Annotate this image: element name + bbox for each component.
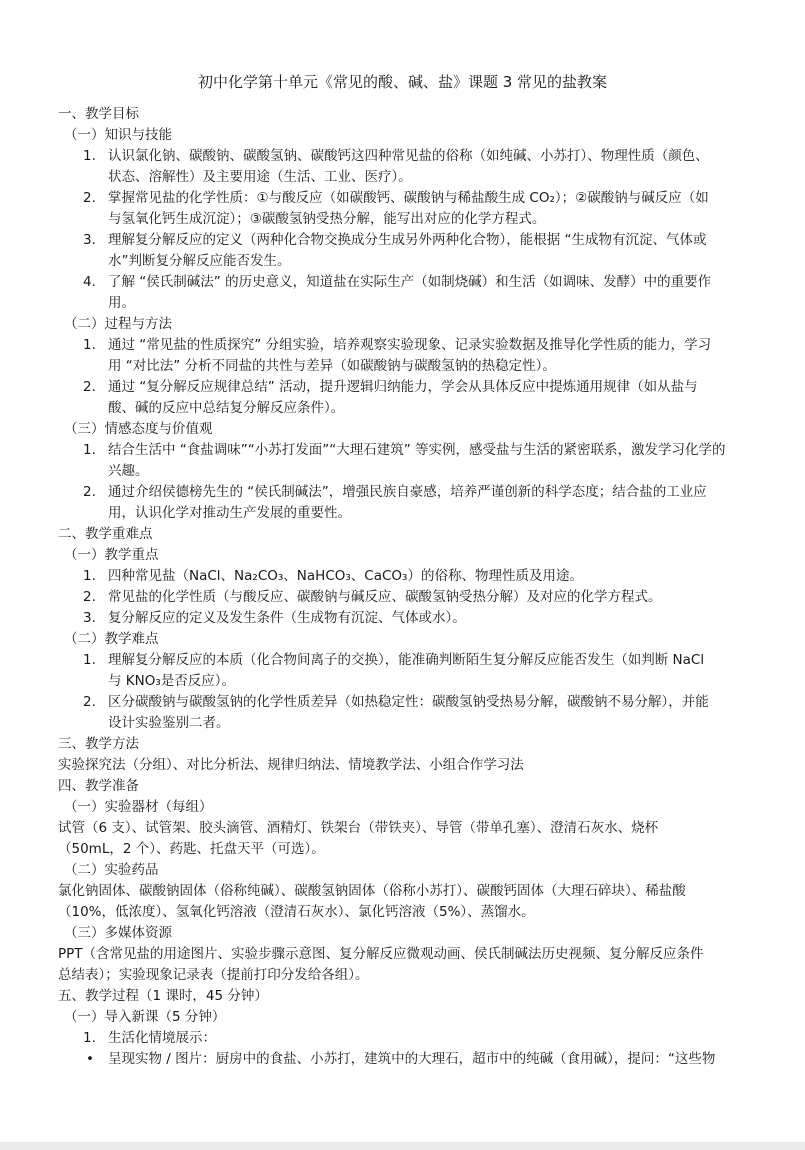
line-text: （一）教学重点 (64, 547, 159, 563)
list-number: 1. (83, 652, 96, 668)
line-text: 呈现实物 / 图片：厨房中的食盐、小苏打，建筑中的大理石，超市中的纯碱（食用碱），提问：“这些物 (108, 1051, 716, 1067)
section-line (58, 755, 754, 776)
line-text: （一）导入新课（5 分钟） (64, 1009, 226, 1025)
subsection-heading (58, 629, 754, 650)
list-item (58, 587, 754, 608)
line-text: 酸、碱的反应中总结复分解反应条件）。 (108, 400, 345, 416)
line-text: 理解复分解反应的本质（化合物间离子的交换），能准确判断陌生复分解反应能否发生（如判断 NaCl (108, 652, 705, 668)
list-item-continuation (58, 251, 754, 272)
list-number: 1. (83, 568, 96, 584)
list-item (58, 188, 754, 209)
list-number: 1. (83, 148, 96, 164)
list-number: 1. (83, 337, 96, 353)
list-item-continuation (58, 209, 754, 230)
line-text: 通过介绍侯德榜先生的 “侯氏制碱法”，增强民族自豪感，培养严谨创新的科学态度；结合盐的工业应 (108, 484, 707, 500)
list-number: 1. (83, 1030, 96, 1046)
list-item (58, 272, 754, 293)
line-text: 结合生活中 “食盐调味”“小苏打发面”“大理石建筑” 等实例，感受盐与生活的紧密联系，激发学习化学的 (108, 442, 726, 458)
list-item-continuation (58, 398, 754, 419)
line-text: 五、教学过程（1 课时，45 分钟） (58, 988, 268, 1004)
list-item (58, 650, 754, 671)
section-line (58, 902, 754, 923)
list-item (58, 482, 754, 503)
page-bottom-band (0, 1142, 805, 1150)
list-number: 4. (83, 274, 96, 290)
line-text: （10%，低浓度）、氢氧化钙溶液（澄清石灰水）、氯化钙溶液（5%）、蒸馏水。 (58, 904, 535, 920)
list-number: 2. (83, 694, 96, 710)
line-text: 水”判断复分解反应能否发生。 (108, 253, 291, 269)
line-text: 用 “对比法” 分析不同盐的共性与差异（如碳酸钠与碳酸氢钠的热稳定性）。 (108, 358, 556, 374)
line-text: 二、教学重难点 (58, 526, 153, 542)
line-text: 掌握常见盐的化学性质：①与酸反应（如碳酸钙、碳酸钠与稀盐酸生成 CO₂）；②碳酸钠与碱反应（如 (108, 190, 709, 206)
list-number: 2. (83, 484, 96, 500)
list-number: 1. (83, 442, 96, 458)
list-item (58, 608, 754, 629)
line-text: 用，认识化学对推动生产发展的重要性。 (108, 505, 351, 521)
line-text: 用。 (108, 295, 135, 311)
line-text: 兴趣。 (108, 463, 149, 479)
line-text: PPT（含常见盐的用途图片、实验步骤示意图、复分解反应微观动画、侯氏制碱法历史视频、复分解反应条件 (58, 946, 704, 962)
subsection-heading (58, 419, 754, 440)
line-text: 通过 “复分解反应规律总结” 活动，提升逻辑归纳能力，学会从具体反应中提炼通用规律（如从盐与 (108, 379, 698, 395)
line-text: 总结表）；实验现象记录表（提前打印分发给各组）。 (58, 967, 369, 983)
line-text: 三、教学方法 (58, 736, 139, 752)
document-title: 初中化学第十单元《常见的酸、碱、盐》课题 3 常见的盐教案 (197, 73, 608, 91)
list-item-continuation (58, 293, 754, 314)
list-item-continuation (58, 461, 754, 482)
subsection-heading (58, 923, 754, 944)
subsection-heading (58, 860, 754, 881)
section-line (58, 524, 754, 545)
section-line (58, 776, 754, 797)
list-item-continuation (58, 503, 754, 524)
subsection-heading (58, 1007, 754, 1028)
line-text: 试管（6 支）、试管架、胶头滴管、酒精灯、铁架台（带铁夹）、导管（带单孔塞）、澄清石灰水、烧杯 (58, 820, 659, 836)
list-item (58, 440, 754, 461)
list-number: 3. (83, 610, 96, 626)
subsection-heading (58, 125, 754, 146)
line-text: 区分碳酸钠与碳酸氢钠的化学性质差异（如热稳定性：碳酸氢钠受热易分解，碳酸钠不易分解），并能 (108, 694, 709, 710)
line-text: 通过 “常见盐的性质探究” 分组实验，培养观察实验现象、记录实验数据及推导化学性质的能力，学习 (108, 337, 712, 353)
list-item (58, 230, 754, 251)
list-item-continuation (58, 167, 754, 188)
section-line (58, 965, 754, 986)
list-item-continuation (58, 356, 754, 377)
line-text: （二）教学难点 (64, 631, 159, 647)
list-number: 3. (83, 232, 96, 248)
line-text: （二）实验药品 (64, 862, 159, 878)
line-text: （二）过程与方法 (64, 316, 172, 332)
section-line (58, 986, 754, 1007)
line-text: 复分解反应的定义及发生条件（生成物有沉淀、气体或水）。 (108, 610, 466, 626)
subsection-heading (58, 797, 754, 818)
line-text: （三）情感态度与价值观 (64, 421, 213, 437)
list-item (58, 335, 754, 356)
line-text: （三）多媒体资源 (64, 925, 172, 941)
line-text: （一）实验器材（每组） (64, 799, 213, 815)
bullet-dot-icon: • (86, 1051, 94, 1067)
list-number: 2. (83, 589, 96, 605)
section-line (58, 104, 754, 125)
list-item-continuation (58, 671, 754, 692)
section-line (58, 734, 754, 755)
line-text: 与 KNO₃是否反应）。 (108, 673, 236, 689)
line-text: 实验探究法（分组）、对比分析法、规律归纳法、情境教学法、小组合作学习法 (58, 757, 524, 773)
line-text: 四、教学准备 (58, 778, 139, 794)
line-text: 一、教学目标 (58, 106, 139, 122)
line-text: 理解复分解反应的定义（两种化合物交换成分生成另外两种化合物），能根据 “生成物有沉淀、气体或 (108, 232, 707, 248)
line-text: 生活化情境展示： (108, 1030, 216, 1046)
document-body (58, 104, 754, 1070)
bullet-item (58, 1049, 754, 1070)
line-text: （一）知识与技能 (64, 127, 172, 143)
list-number: 2. (83, 379, 96, 395)
list-item (58, 146, 754, 167)
list-number: 2. (83, 190, 96, 206)
section-line (58, 839, 754, 860)
list-item (58, 1028, 754, 1049)
list-item (58, 692, 754, 713)
section-line (58, 881, 754, 902)
section-line (58, 944, 754, 965)
line-text: 常见盐的化学性质（与酸反应、碳酸钠与碱反应、碳酸氢钠受热分解）及对应的化学方程式。 (108, 589, 662, 605)
section-line (58, 818, 754, 839)
line-text: 与氢氧化钙生成沉淀）；③碳酸氢钠受热分解，能写出对应的化学方程式。 (108, 211, 546, 227)
list-item-continuation (58, 713, 754, 734)
subsection-heading (58, 545, 754, 566)
subsection-heading (58, 314, 754, 335)
line-text: 状态、溶解性）及主要用途（生活、工业、医疗）。 (108, 169, 412, 185)
list-item (58, 377, 754, 398)
line-text: 设计实验鉴别二者。 (108, 715, 230, 731)
line-text: 氯化钠固体、碳酸钠固体（俗称纯碱）、碳酸氢钠固体（俗称小苏打）、碳酸钙固体（大理石碎块）、稀盐酸 (58, 883, 686, 899)
line-text: 了解 “侯氏制碱法” 的历史意义，知道盐在实际生产（如制烧碱）和生活（如调味、发酵）中的重要作 (108, 274, 712, 290)
line-text: （50mL，2 个）、药匙、托盘天平（可选）。 (58, 841, 325, 857)
line-text: 四种常见盐（NaCl、Na₂CO₃、NaHCO₃、CaCO₃）的俗称、物理性质及用途。 (108, 568, 583, 584)
line-text: 认识氯化钠、碳酸钠、碳酸氢钠、碳酸钙这四种常见盐的俗称（如纯碱、小苏打）、物理性质（颜色、 (108, 148, 709, 164)
list-item (58, 566, 754, 587)
